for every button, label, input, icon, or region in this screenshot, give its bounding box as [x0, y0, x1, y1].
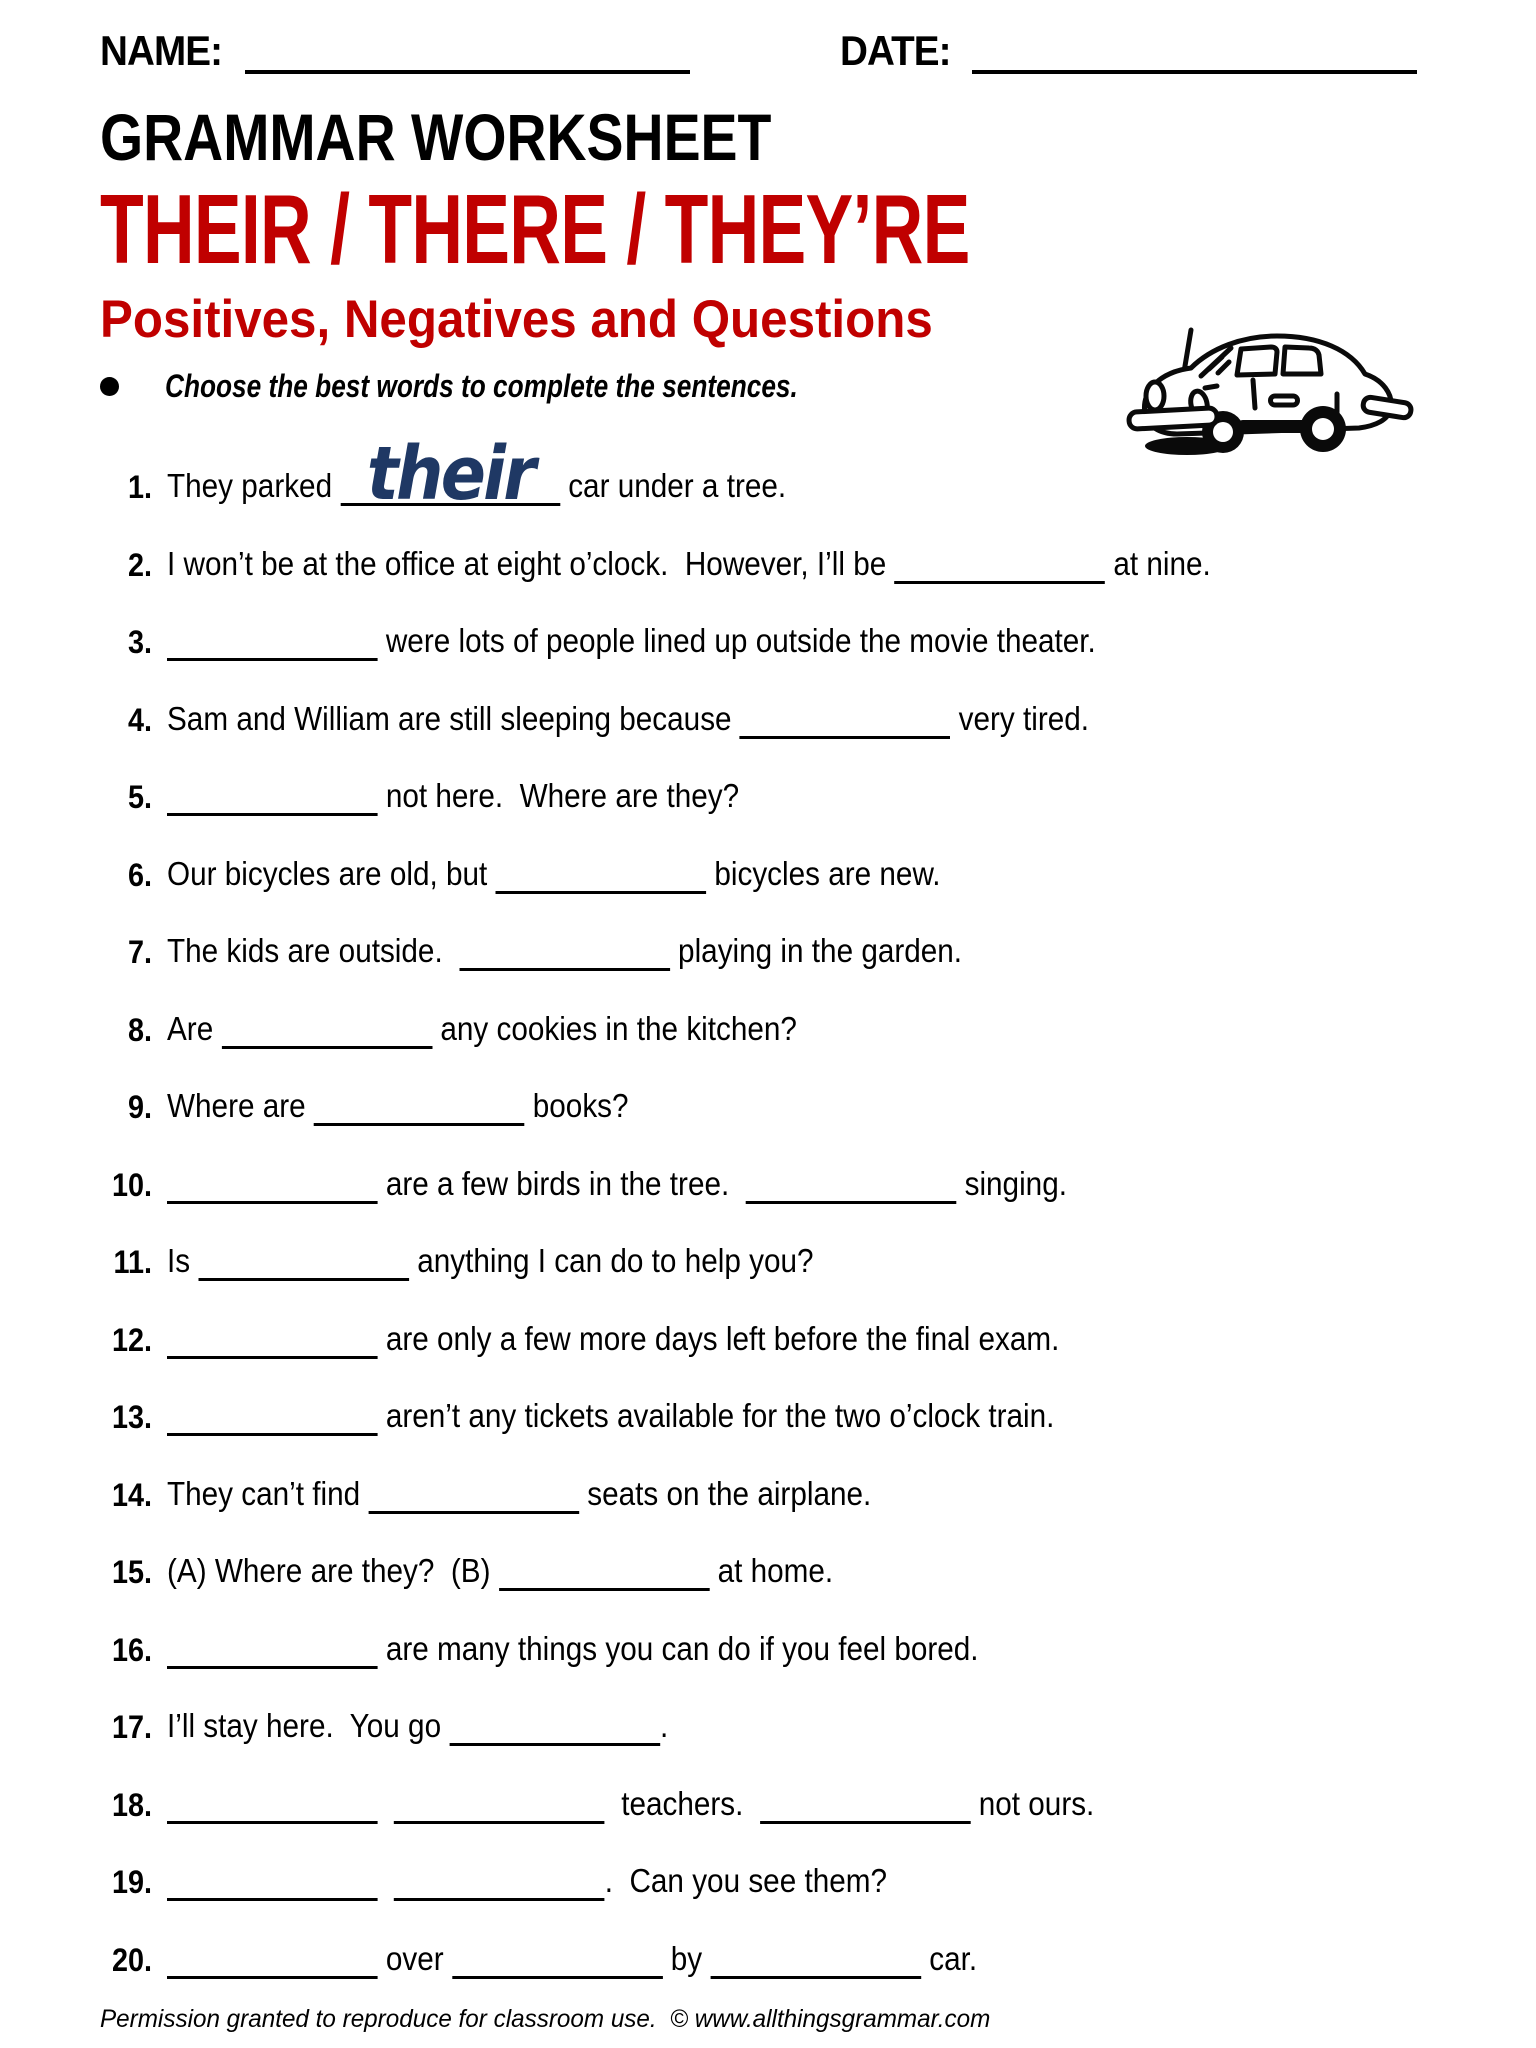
name-field: [100, 28, 690, 74]
sentence-text: over: [377, 1939, 452, 1977]
sentence-text: I’ll stay here. You go: [167, 1707, 450, 1745]
answer-blank[interactable]: [340, 431, 560, 518]
sentence-text: Our bicycles are old, but: [167, 854, 496, 892]
handwritten-answer: their: [366, 431, 534, 518]
page-subtitle: Positives, Negatives and Questions: [100, 290, 933, 350]
date-label: DATE:: [839, 27, 951, 74]
answer-blank[interactable]: [368, 1481, 579, 1514]
sentence-text: bicycles are new.: [706, 854, 941, 892]
item-sentence: [167, 1864, 887, 1901]
sentence-text: Sam and William are still sleeping because: [167, 699, 740, 737]
answer-blank[interactable]: [740, 706, 951, 739]
name-label: NAME:: [100, 27, 223, 74]
sentence-text: They parked: [167, 467, 341, 505]
item-sentence: [167, 431, 787, 518]
answer-blank[interactable]: [167, 628, 378, 661]
worksheet-item: [100, 1224, 1476, 1302]
sentence-text: Is: [167, 1242, 199, 1280]
answer-blank[interactable]: [167, 783, 378, 816]
item-sentence: [167, 934, 962, 971]
worksheet-item: [100, 1534, 1476, 1612]
item-number: 8.: [127, 1011, 152, 1048]
worksheet-item: [100, 1689, 1476, 1767]
date-field: [840, 28, 1417, 74]
sentence-text: car under a tree.: [559, 467, 787, 505]
item-number: 12.: [111, 1321, 152, 1358]
sentence-text: not here. Where are they?: [377, 777, 740, 815]
answer-blank[interactable]: [167, 1403, 378, 1436]
item-number: 7.: [127, 934, 152, 971]
sentence-text: are only a few more days left before the final exam.: [377, 1319, 1060, 1357]
bullet-icon: [100, 377, 119, 396]
sentence-text: [378, 1862, 395, 1899]
worksheet-item: [100, 1921, 1476, 1999]
worksheet-item: [100, 836, 1476, 914]
item-number: 14.: [111, 1476, 152, 1513]
item-number: 9.: [127, 1089, 152, 1126]
item-sentence: [167, 699, 1090, 739]
sentence-text: books?: [524, 1087, 629, 1125]
worksheet-item: [100, 1456, 1476, 1534]
item-number: 20.: [111, 1941, 152, 1978]
worksheet-item: [100, 914, 1476, 992]
answer-blank[interactable]: [394, 1868, 605, 1901]
page-title: THEIR / THERE / THEY’RE: [100, 174, 970, 285]
item-number: 5.: [127, 779, 152, 816]
item-sentence: [167, 624, 1096, 661]
sentence-text: very tired.: [950, 699, 1090, 737]
answer-blank[interactable]: [167, 1171, 378, 1204]
answer-blank[interactable]: [760, 1791, 971, 1824]
name-date-row: [100, 28, 1476, 74]
date-input-line[interactable]: [972, 64, 1417, 74]
item-sentence: [167, 854, 941, 894]
answer-blank[interactable]: [496, 861, 707, 894]
item-sentence: [167, 1629, 979, 1669]
sentence-text: seats on the airplane.: [579, 1474, 872, 1512]
answer-blank[interactable]: [746, 1171, 957, 1204]
item-number: 18.: [111, 1786, 152, 1823]
item-sentence: [167, 1784, 1095, 1824]
item-sentence: [167, 779, 739, 816]
answer-blank[interactable]: [167, 1326, 378, 1359]
instruction-text: Choose the best words to complete the sentences.: [165, 367, 798, 404]
item-number: 13.: [111, 1399, 152, 1436]
answer-blank[interactable]: [710, 1946, 921, 1979]
item-sentence: [167, 1399, 1054, 1436]
item-sentence: [167, 1089, 629, 1126]
item-sentence: [167, 1319, 1060, 1359]
item-sentence: [167, 1009, 797, 1049]
sentence-text: [378, 1785, 395, 1822]
sentence-text: are a few birds in the tree.: [377, 1164, 746, 1202]
item-number: 17.: [111, 1709, 152, 1746]
answer-blank[interactable]: [499, 1558, 710, 1591]
sentence-text: . Can you see them?: [604, 1862, 888, 1900]
sentence-text: They can’t find: [167, 1474, 369, 1512]
sentence-text: anything I can do to help you?: [408, 1242, 814, 1280]
sentence-text: at home.: [709, 1552, 834, 1590]
worksheet-item: [100, 681, 1476, 759]
item-sentence: [167, 1939, 978, 1979]
sentence-text: by: [662, 1939, 711, 1977]
worksheet-item: [100, 1146, 1476, 1224]
item-sentence: [167, 1709, 668, 1746]
sentence-text: (A) Where are they? (B): [167, 1552, 499, 1590]
answer-blank[interactable]: [198, 1248, 409, 1281]
sentence-text: I won’t be at the office at eight o’clock. However, I’ll be: [167, 544, 895, 582]
worksheet-item: [100, 1611, 1476, 1689]
worksheet-item: [100, 1069, 1476, 1147]
car-icon: [1125, 316, 1420, 466]
sentence-text: The kids are outside.: [167, 932, 460, 970]
worksheet-item: [100, 759, 1476, 837]
footer-copyright: Permission granted to reproduce for classroom use. © www.allthingsgrammar.com: [100, 2004, 991, 2033]
answer-blank[interactable]: [167, 1868, 378, 1901]
sentence-text: Are: [167, 1009, 222, 1047]
item-number: 1.: [127, 469, 152, 506]
worksheet-item: [100, 991, 1476, 1069]
answer-blank[interactable]: [459, 938, 670, 971]
worksheet-item: [100, 1844, 1476, 1922]
worksheet-heading: GRAMMAR WORKSHEET: [100, 100, 772, 175]
name-input-line[interactable]: [245, 64, 690, 74]
item-number: 15.: [111, 1554, 152, 1591]
sentence-text: at nine.: [1105, 544, 1211, 582]
answer-blank[interactable]: [221, 1016, 432, 1049]
sentence-text: teachers.: [604, 1784, 760, 1822]
item-number: 16.: [111, 1631, 152, 1668]
answer-blank[interactable]: [452, 1946, 663, 1979]
item-number: 3.: [127, 624, 152, 661]
item-sentence: [167, 1474, 872, 1514]
item-sentence: [167, 1554, 833, 1591]
answer-blank[interactable]: [449, 1713, 660, 1746]
item-sentence: [167, 1244, 814, 1281]
answer-blank[interactable]: [314, 1093, 525, 1126]
sentence-text: Where are: [167, 1087, 314, 1125]
item-sentence: [167, 1164, 1067, 1204]
sentence-text: .: [659, 1707, 669, 1745]
item-number: 19.: [111, 1864, 152, 1901]
answer-blank[interactable]: [167, 1791, 378, 1824]
worksheet-item: [100, 1379, 1476, 1457]
answer-blank[interactable]: [894, 551, 1105, 584]
sentence-text: aren’t any tickets available for the two o’clock train.: [377, 1397, 1055, 1435]
items-list: [100, 431, 1476, 1999]
item-number: 11.: [113, 1244, 152, 1281]
sentence-text: were lots of people lined up outside the movie theater.: [377, 622, 1096, 660]
sentence-text: any cookies in the kitchen?: [432, 1009, 797, 1047]
item-sentence: [167, 544, 1211, 584]
worksheet-item: [100, 526, 1476, 604]
item-number: 2.: [127, 546, 152, 583]
worksheet-item: [100, 1301, 1476, 1379]
worksheet-item: [100, 604, 1476, 682]
item-number: 6.: [127, 856, 152, 893]
item-number: 10.: [111, 1166, 152, 1203]
answer-blank[interactable]: [167, 1636, 378, 1669]
sentence-text: singing.: [956, 1164, 1067, 1202]
answer-blank[interactable]: [394, 1791, 605, 1824]
answer-blank[interactable]: [167, 1946, 378, 1979]
sentence-text: playing in the garden.: [669, 932, 963, 970]
item-number: 4.: [127, 701, 152, 738]
sentence-text: car.: [920, 1939, 978, 1977]
sentence-text: are many things you can do if you feel bored.: [377, 1629, 979, 1667]
sentence-text: not ours.: [970, 1784, 1095, 1822]
worksheet-item: [100, 1766, 1476, 1844]
